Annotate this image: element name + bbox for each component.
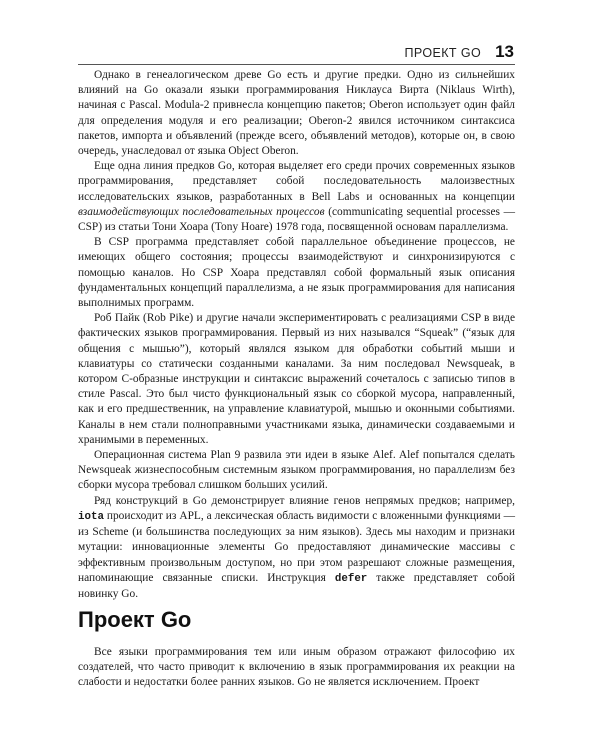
header-rule [78,64,515,65]
paragraph-project-go: Все языки программирования тем или иным образом отражают философию их создателей, что часто приводит к включению в язык программирования их реакции на слабости и недостатки более ранних языков. Go не является исключением. Проект [78,646,515,689]
paragraph-text: Ряд конструкций в Go демонстрирует влияние генов непрямых предков; например, [94,494,515,507]
paragraph-plan9-alef: Операционная система Plan 9 развила эти идеи в языке Alef. Alef попытался сделать Newsqueak жизнеспособным системным языком программирования, но параллелизм без сборки мусора требовал слишком больших усилий. [78,449,515,492]
running-title: ПРОЕКТ GO [404,46,482,60]
paragraph-text: Еще одна линия предков Go, которая выделяет его среди прочих современных языков программирования, представляет собой последовательность малоизвестных исследовательских языков, разработанных в Bell Labs и основанных на концепции [78,160,515,203]
code-iota: iota [78,510,104,523]
paragraph-indirect-ancestors [78,494,515,602]
paragraph-squeak-newsqueak: Роб Пайк (Rob Pike) и другие начали экспериментировать с реализациями CSP в виде фактических языков программирования. Первый из них назывался “Squeak” (“язык для общения с мышью”), который являлся языком для обработки событий мыши и клавиатуры со статически созданными каналами. За ним последовал Newsqueak, в котором С-образные инструкции и синтаксис выражений сочеталось с записью типов в стиле Pascal. Это был чисто функциональный язык со сборкой мусора, направленный, как и его предшественник, на управление клавиатурой, мышью и оконными событиями. Каналы в нем стали полноправными участниками языка, динамически создаваемыми и хранимыми в переменных. [78,312,515,446]
paragraph-text: (communicating sequential processes — CSP) из статьи Тони Хоара (Tony Hoare) 1978 года, посвященной основам параллелизма. [78,205,515,234]
section-body-text [78,645,515,691]
paragraph-text: происходит из APL, а лексическая область видимости с вложенными функциями — из Scheme (и большинства последующих за ним языков). Здесь мы находим и признаки мутации: инновационные элементы Go предоставляют динамические массивы с эффективным произвольным доступом, но при этом разрешают сложные размещения, напоминающие связанные списки. Инструкция [78,509,515,584]
body-text [78,68,515,602]
paragraph-wirth-influence: Однако в генеалогическом древе Go есть и другие предки. Одно из сильнейших влияний на Go оказали языки программирования Никлауса Вирта (Niklaus Wirth), начиная с Pascal. Modula-2 привнесла концепцию пакетов; Oberon использует один файл для определения модуля и его реализации; Oberon-2 явился источником синтаксиса пакетов, импорта и объявлений (прежде всего, объявлений методов), которые он, в свою очередь, унаследовал от языка Object Oberon. [78,69,515,158]
code-defer: defer [334,572,368,585]
emphasized-term: взаимодействующих последовательных процессов [78,205,325,218]
paragraph-csp-lineage [78,159,515,235]
page-number: 13 [495,42,514,61]
paragraph-csp-description: В CSP программа представляет собой параллельное объединение процессов, не имеющих общего состояния; процессы взаимодействуют и синхронизируются с помощью каналов. Но CSP Хоара представлял собой формальный язык описания фундаментальных концепций параллелизма, а не язык программирования для написания выполнимых программ. [78,236,515,310]
running-head [405,42,514,62]
section-heading: Проект Go [78,607,192,632]
paragraph-text: также представляет собой новинку Go. [78,571,515,600]
